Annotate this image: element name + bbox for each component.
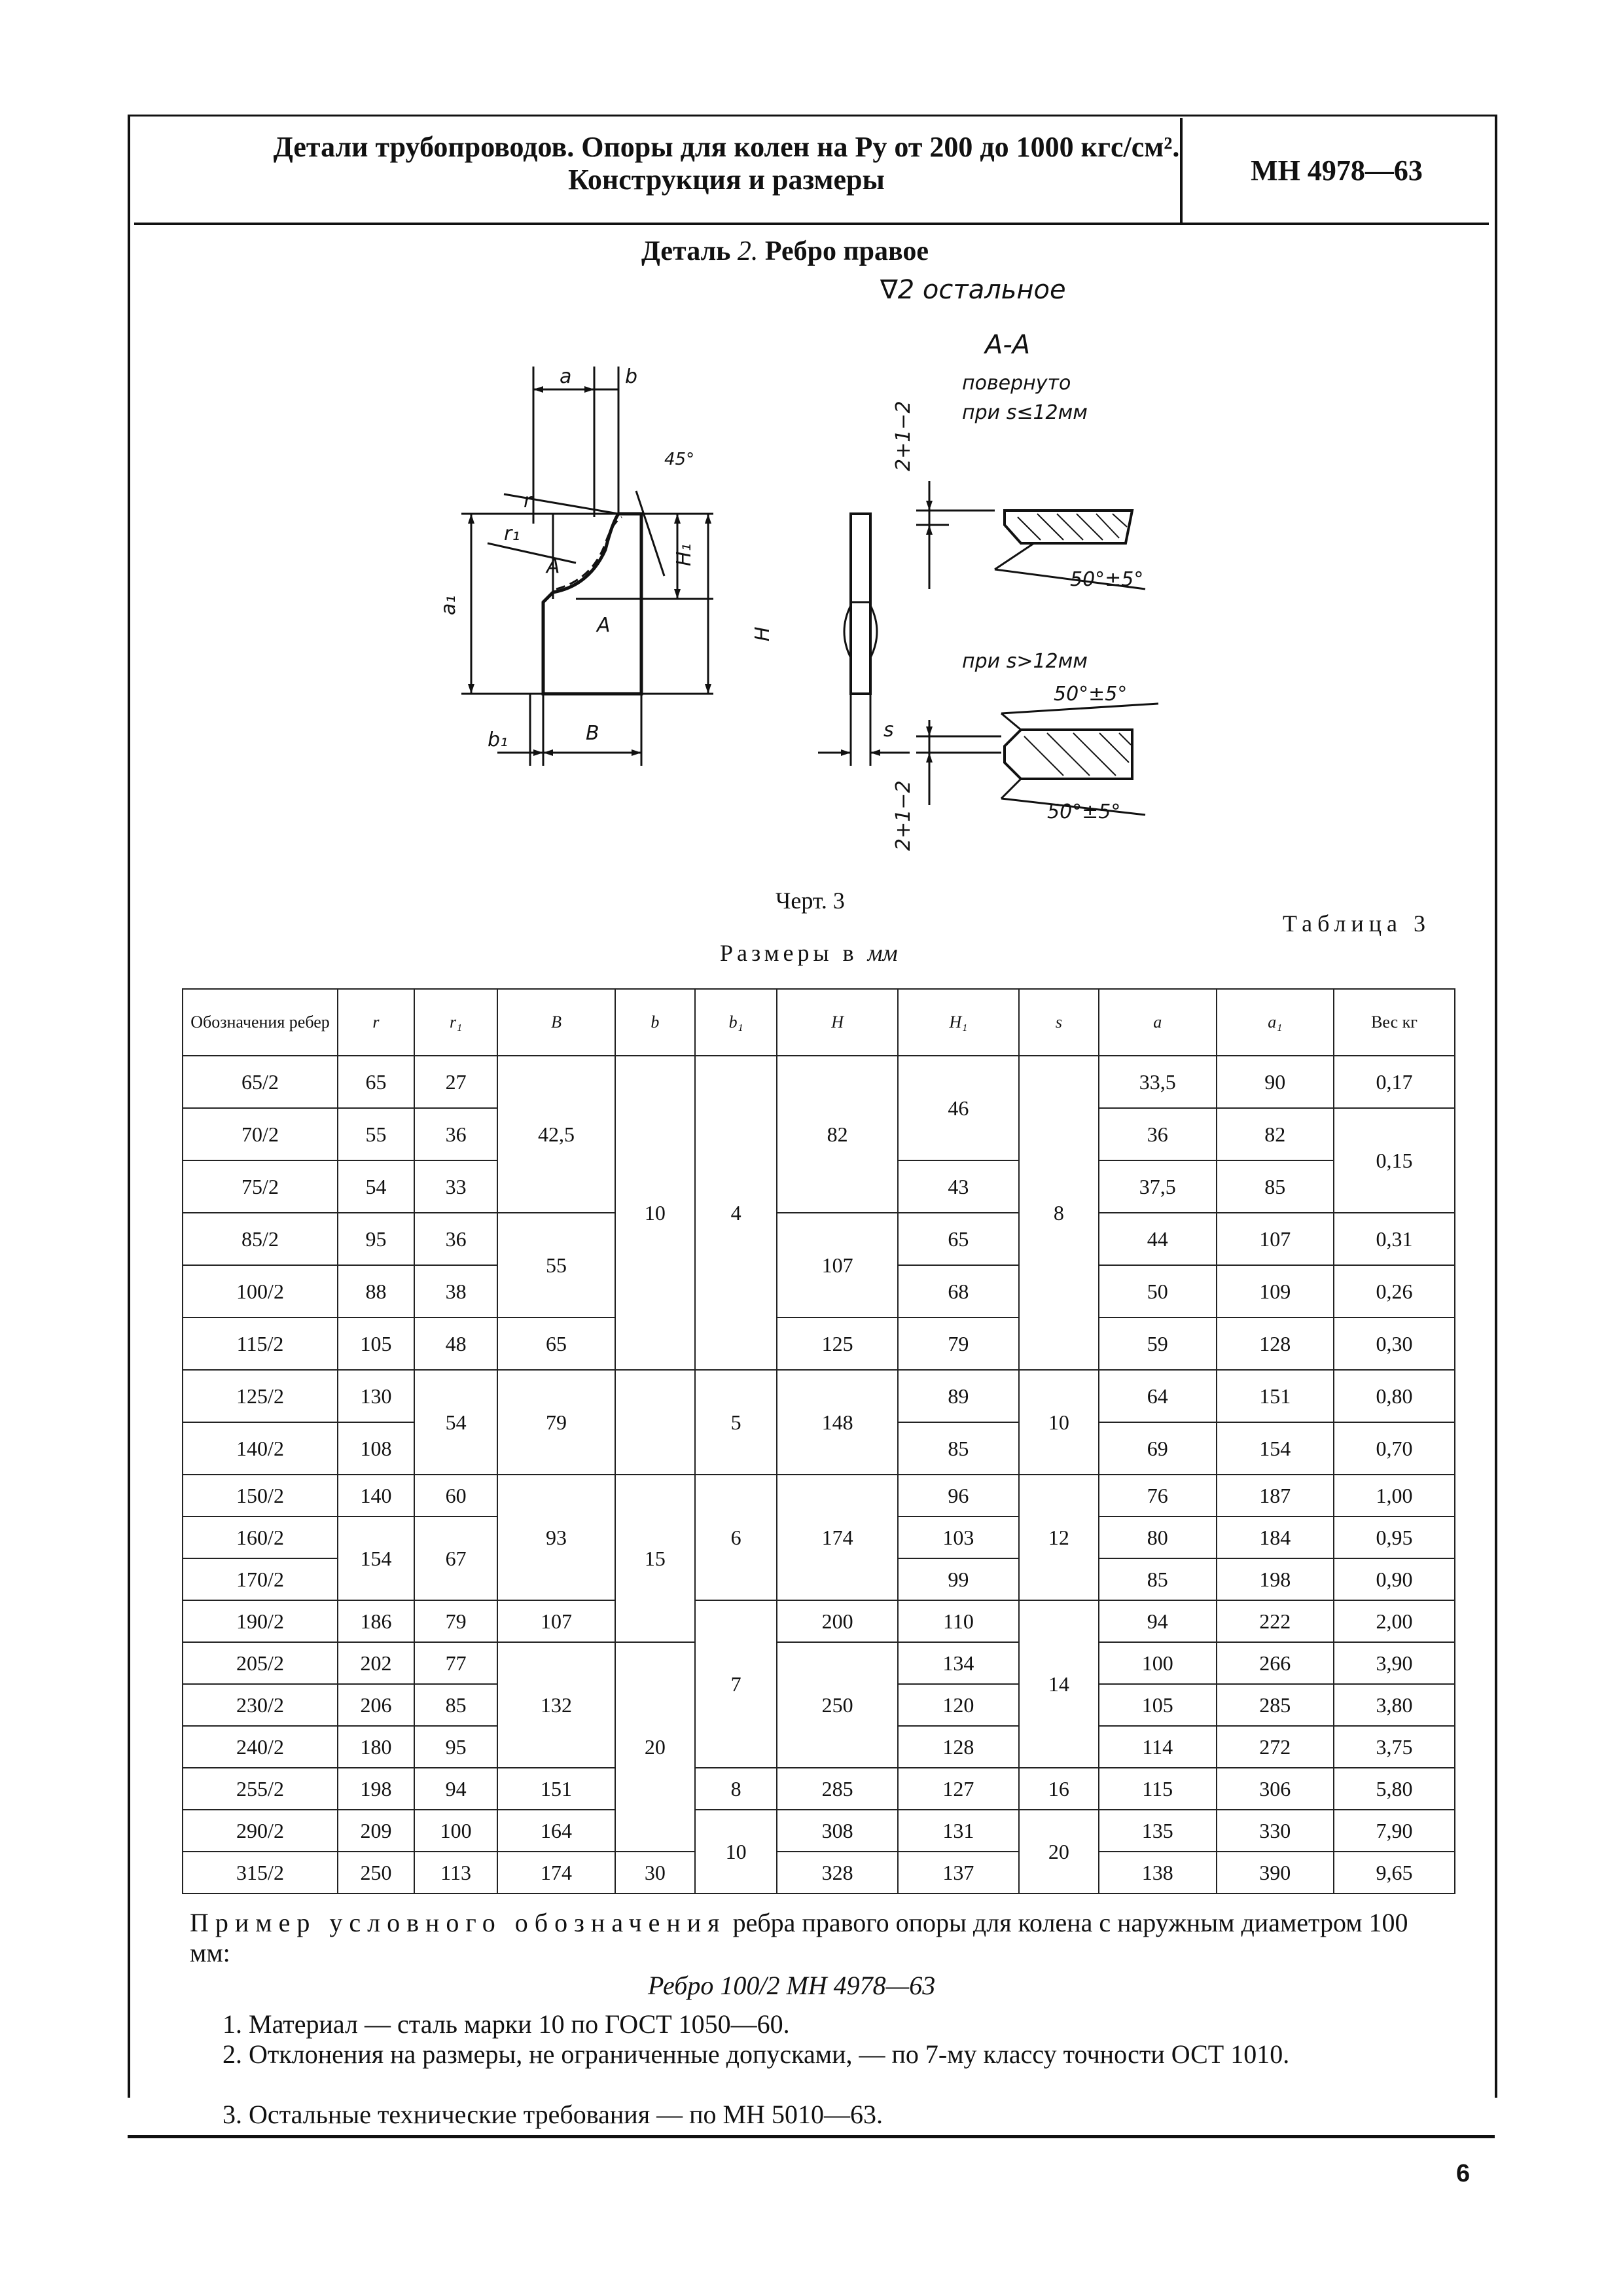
cell-weight: 3,90	[1334, 1642, 1455, 1684]
note-2: 2. Отклонения на размеры, не ограниченные допусками, — по 7-му классу точности ОСТ 1010.	[223, 2039, 1290, 2069]
cell-weight: 0,95	[1334, 1516, 1455, 1558]
cell-r1: 85	[414, 1684, 497, 1726]
cell-r1: 38	[414, 1265, 497, 1318]
document-header	[134, 118, 1489, 223]
cell-weight: 7,90	[1334, 1810, 1455, 1852]
table-row	[183, 1370, 1455, 1422]
cell-r1: 33	[414, 1160, 497, 1213]
table-header-row	[183, 989, 1455, 1056]
roughness-mark: ∇2 остальное	[880, 275, 1066, 305]
cell-H1: 43	[898, 1160, 1019, 1213]
cell-a: 76	[1099, 1475, 1217, 1516]
table-row	[183, 1600, 1455, 1642]
cell-H1: 128	[898, 1726, 1019, 1768]
units-prefix: Размеры в	[720, 940, 868, 966]
detail-number: 2.	[737, 236, 758, 266]
cell-r1: 95	[414, 1726, 497, 1768]
cell-r: 180	[338, 1726, 414, 1768]
note-1: 1. Материал — сталь марки 10 по ГОСТ 1050—60.	[223, 2009, 790, 2039]
cell-a1: 90	[1217, 1056, 1334, 1108]
col-r1: r₁	[414, 989, 497, 1056]
cell-r: 55	[338, 1108, 414, 1160]
standard-code: МН 4978—63	[1251, 154, 1423, 187]
section-cond-large: при s>12мм	[962, 650, 1088, 673]
dim-a1: a₁	[437, 595, 460, 615]
cell-a1: 198	[1217, 1558, 1334, 1600]
cell-B: 93	[497, 1475, 615, 1600]
cell-H: 107	[777, 1213, 898, 1318]
table-row	[183, 1475, 1455, 1516]
cell-weight: 9,65	[1334, 1852, 1455, 1893]
cell-H: 328	[777, 1852, 898, 1893]
cell-H: 200	[777, 1600, 898, 1642]
cell-r1: 60	[414, 1475, 497, 1516]
cell-s: 12	[1019, 1475, 1099, 1600]
dim-r: r	[524, 490, 532, 512]
cell-r: 54	[338, 1160, 414, 1213]
cell-B: 164	[497, 1810, 615, 1852]
cell-a: 36	[1099, 1108, 1217, 1160]
header-rule	[134, 223, 1489, 225]
angle-45: 45°	[664, 450, 695, 469]
cell-r1: 27	[414, 1056, 497, 1108]
cell-b: 30	[615, 1852, 695, 1893]
cell-a1: 151	[1217, 1370, 1334, 1422]
cell-a1: 390	[1217, 1852, 1334, 1893]
cell-r1: 48	[414, 1318, 497, 1370]
document-title	[154, 131, 1299, 196]
dim-b: b	[625, 365, 638, 388]
example-intro	[190, 1908, 1446, 1968]
cell-designation: 160/2	[183, 1516, 338, 1558]
cell-H: 250	[777, 1642, 898, 1768]
cell-r: 88	[338, 1265, 414, 1318]
cell-a: 37,5	[1099, 1160, 1217, 1213]
cell-designation: 230/2	[183, 1684, 338, 1726]
cell-H1: 68	[898, 1265, 1019, 1318]
cell-designation: 100/2	[183, 1265, 338, 1318]
cell-b1: 5	[695, 1370, 777, 1475]
section-upper	[1005, 511, 1132, 543]
cell-b: 15	[615, 1475, 695, 1642]
cell-designation: 65/2	[183, 1056, 338, 1108]
col-s: s	[1019, 989, 1099, 1056]
detail-title	[641, 236, 929, 267]
cell-b: 10	[615, 1056, 695, 1370]
col-B: B	[497, 989, 615, 1056]
cell-s: 16	[1019, 1768, 1099, 1810]
cell-a: 69	[1099, 1422, 1217, 1475]
cell-a1: 187	[1217, 1475, 1334, 1516]
col-a1: a₁	[1217, 989, 1334, 1056]
drawing-caption: Черт. 3	[776, 888, 845, 914]
cell-H1: 65	[898, 1213, 1019, 1265]
cell-weight: 0,90	[1334, 1558, 1455, 1600]
cell-r: 206	[338, 1684, 414, 1726]
frame-bottom-rule	[128, 2135, 1495, 2138]
col-b: b	[615, 989, 695, 1056]
cell-r: 108	[338, 1422, 414, 1475]
cell-designation: 240/2	[183, 1726, 338, 1768]
section-title: А-А	[985, 330, 1031, 360]
cell-H1: 85	[898, 1422, 1019, 1475]
cell-r: 186	[338, 1600, 414, 1642]
table-row	[183, 1213, 1455, 1265]
table-row	[183, 1810, 1455, 1852]
rib-end-view	[851, 514, 870, 694]
dim-r1: r₁	[504, 522, 520, 545]
cell-H1: 137	[898, 1852, 1019, 1893]
cell-b1: 10	[695, 1810, 777, 1893]
cell-b	[615, 1370, 695, 1475]
dim-H: H	[751, 626, 774, 641]
cell-b1: 4	[695, 1056, 777, 1370]
dimensions-table	[182, 988, 1455, 1894]
cell-designation: 75/2	[183, 1160, 338, 1213]
table-row	[183, 1318, 1455, 1370]
cell-a: 100	[1099, 1642, 1217, 1684]
cell-designation: 125/2	[183, 1370, 338, 1422]
cell-r: 65	[338, 1056, 414, 1108]
cell-a: 44	[1099, 1213, 1217, 1265]
cell-H: 148	[777, 1370, 898, 1475]
cell-a1: 285	[1217, 1684, 1334, 1726]
cell-B: 107	[497, 1600, 615, 1642]
cell-r: 140	[338, 1475, 414, 1516]
cell-a: 105	[1099, 1684, 1217, 1726]
angle-upper: 50°±5°	[1070, 568, 1144, 591]
cell-H1: 79	[898, 1318, 1019, 1370]
col-H1: H₁	[898, 989, 1019, 1056]
cell-a1: 85	[1217, 1160, 1334, 1213]
dim-B: B	[586, 722, 599, 745]
cell-a: 59	[1099, 1318, 1217, 1370]
cell-b1: 6	[695, 1475, 777, 1600]
cell-weight: 0,30	[1334, 1318, 1455, 1370]
cell-designation: 115/2	[183, 1318, 338, 1370]
cell-r: 250	[338, 1852, 414, 1893]
cell-r1: 94	[414, 1768, 497, 1810]
cell-weight: 1,00	[1334, 1475, 1455, 1516]
cell-H1: 134	[898, 1642, 1019, 1684]
rib-bend-line	[556, 517, 622, 589]
title-line-1: Детали трубопроводов. Опоры для колен на Pу от 200 до 1000 кгс/см².	[273, 131, 1180, 163]
cell-a1: 184	[1217, 1516, 1334, 1558]
cell-designation: 170/2	[183, 1558, 338, 1600]
table-row	[183, 1642, 1455, 1684]
gap-lower: 2+1−2	[892, 780, 915, 851]
dim-H1: H₁	[673, 543, 696, 566]
angle-lower-2: 50°±5°	[1047, 800, 1121, 823]
frame-top-rule	[128, 115, 1495, 117]
cell-weight: 0,15	[1334, 1108, 1455, 1213]
cell-weight: 0,31	[1334, 1213, 1455, 1265]
cell-H1: 46	[898, 1056, 1019, 1160]
col-H: H	[777, 989, 898, 1056]
detail-title-prefix: Деталь	[641, 236, 738, 266]
units-unit: мм	[867, 940, 898, 966]
units-note	[720, 939, 898, 967]
cell-H: 308	[777, 1810, 898, 1852]
cell-weight: 5,80	[1334, 1768, 1455, 1810]
cell-a1: 222	[1217, 1600, 1334, 1642]
cell-weight: 0,17	[1334, 1056, 1455, 1108]
col-designation: Обозначения ребер	[183, 989, 338, 1056]
rib-outline	[543, 514, 641, 694]
cell-weight: 0,80	[1334, 1370, 1455, 1422]
cell-r: 202	[338, 1642, 414, 1684]
section-rotated: повернуто	[962, 372, 1071, 395]
cell-r: 130	[338, 1370, 414, 1422]
cell-designation: 190/2	[183, 1600, 338, 1642]
cell-a1: 109	[1217, 1265, 1334, 1318]
cell-weight: 0,70	[1334, 1422, 1455, 1475]
cell-a1: 154	[1217, 1422, 1334, 1475]
angle-lower-1: 50°±5°	[1054, 683, 1128, 706]
cell-r1: 36	[414, 1108, 497, 1160]
label-A-2: A	[597, 614, 611, 637]
cell-H1: 127	[898, 1768, 1019, 1810]
cell-r: 154	[338, 1516, 414, 1600]
cell-H: 174	[777, 1475, 898, 1600]
example-designation: Ребро 100/2 МН 4978—63	[648, 1971, 936, 2000]
col-b1: b₁	[695, 989, 777, 1056]
note-3: 3. Остальные технические требования — по МН 5010—63.	[223, 2100, 883, 2129]
cell-designation: 150/2	[183, 1475, 338, 1516]
cell-a1: 128	[1217, 1318, 1334, 1370]
label-A-1: A	[546, 555, 560, 578]
cell-b1: 8	[695, 1768, 777, 1810]
cell-r: 198	[338, 1768, 414, 1810]
table-label: Таблица 3	[1283, 910, 1431, 937]
cell-B: 65	[497, 1318, 615, 1370]
cell-r1: 100	[414, 1810, 497, 1852]
cell-a: 138	[1099, 1852, 1217, 1893]
example-intro-spaced: Пример условного обозначения	[190, 1908, 726, 1937]
cell-r: 209	[338, 1810, 414, 1852]
cell-designation: 315/2	[183, 1852, 338, 1893]
cell-weight: 3,75	[1334, 1726, 1455, 1768]
cell-weight: 0,26	[1334, 1265, 1455, 1318]
table-row	[183, 1768, 1455, 1810]
cell-a: 85	[1099, 1558, 1217, 1600]
cell-designation: 140/2	[183, 1422, 338, 1475]
cell-designation: 255/2	[183, 1768, 338, 1810]
cell-s: 10	[1019, 1370, 1099, 1475]
cell-B: 55	[497, 1213, 615, 1318]
page-number: 6	[1456, 2160, 1471, 2187]
cell-B: 132	[497, 1642, 615, 1768]
cell-weight: 2,00	[1334, 1600, 1455, 1642]
cell-s: 8	[1019, 1056, 1099, 1370]
cell-r1: 77	[414, 1642, 497, 1684]
cell-H1: 96	[898, 1475, 1019, 1516]
col-r: r	[338, 989, 414, 1056]
cell-H1: 120	[898, 1684, 1019, 1726]
cell-r: 105	[338, 1318, 414, 1370]
example-intro-rest: ребра правого опоры для колена с наружным диаметром 100 мм:	[190, 1908, 1408, 1967]
cell-a1: 272	[1217, 1726, 1334, 1768]
cell-designation: 205/2	[183, 1642, 338, 1684]
cell-H1: 131	[898, 1810, 1019, 1852]
cell-r1: 67	[414, 1516, 497, 1600]
header-divider	[1180, 118, 1183, 223]
cell-a1: 266	[1217, 1642, 1334, 1684]
title-line-2: Конструкция и размеры	[568, 164, 885, 196]
cell-designation: 70/2	[183, 1108, 338, 1160]
dim-a: a	[560, 365, 572, 388]
cell-a: 50	[1099, 1265, 1217, 1318]
cell-designation: 85/2	[183, 1213, 338, 1265]
cell-a: 33,5	[1099, 1056, 1217, 1108]
cell-s: 20	[1019, 1810, 1099, 1893]
cell-B: 42,5	[497, 1056, 615, 1213]
detail-title-rest: Ребро правое	[758, 236, 929, 266]
cell-r1: 54	[414, 1370, 497, 1475]
cell-s: 14	[1019, 1600, 1099, 1768]
cell-a: 64	[1099, 1370, 1217, 1422]
cell-B: 174	[497, 1852, 615, 1893]
cell-b1: 7	[695, 1600, 777, 1768]
table-row	[183, 1852, 1455, 1893]
cell-a1: 82	[1217, 1108, 1334, 1160]
cell-a1: 306	[1217, 1768, 1334, 1810]
cell-a: 94	[1099, 1600, 1217, 1642]
technical-drawing	[425, 327, 1211, 890]
cell-a1: 107	[1217, 1213, 1334, 1265]
cell-b: 20	[615, 1642, 695, 1852]
cell-a: 80	[1099, 1516, 1217, 1558]
cell-H: 125	[777, 1318, 898, 1370]
cell-weight: 3,80	[1334, 1684, 1455, 1726]
cell-H1: 110	[898, 1600, 1019, 1642]
cell-a: 114	[1099, 1726, 1217, 1768]
cell-r1: 36	[414, 1213, 497, 1265]
cell-H1: 103	[898, 1516, 1019, 1558]
cell-a: 135	[1099, 1810, 1217, 1852]
col-a: a	[1099, 989, 1217, 1056]
cell-designation: 290/2	[183, 1810, 338, 1852]
cell-H1: 99	[898, 1558, 1019, 1600]
cell-r1: 79	[414, 1600, 497, 1642]
section-cond-small: при s≤12мм	[962, 401, 1088, 424]
cell-B: 79	[497, 1370, 615, 1475]
cell-a1: 330	[1217, 1810, 1334, 1852]
cell-H: 285	[777, 1768, 898, 1810]
col-weight: Вес кг	[1334, 989, 1455, 1056]
cell-a: 115	[1099, 1768, 1217, 1810]
cell-r: 95	[338, 1213, 414, 1265]
gap-upper: 2+1−2	[892, 401, 915, 471]
dim-b1: b₁	[488, 728, 508, 751]
table-row	[183, 1056, 1455, 1108]
cell-r1: 113	[414, 1852, 497, 1893]
cell-H: 82	[777, 1056, 898, 1213]
cell-B: 151	[497, 1768, 615, 1810]
cell-H1: 89	[898, 1370, 1019, 1422]
dim-s: s	[883, 719, 894, 742]
